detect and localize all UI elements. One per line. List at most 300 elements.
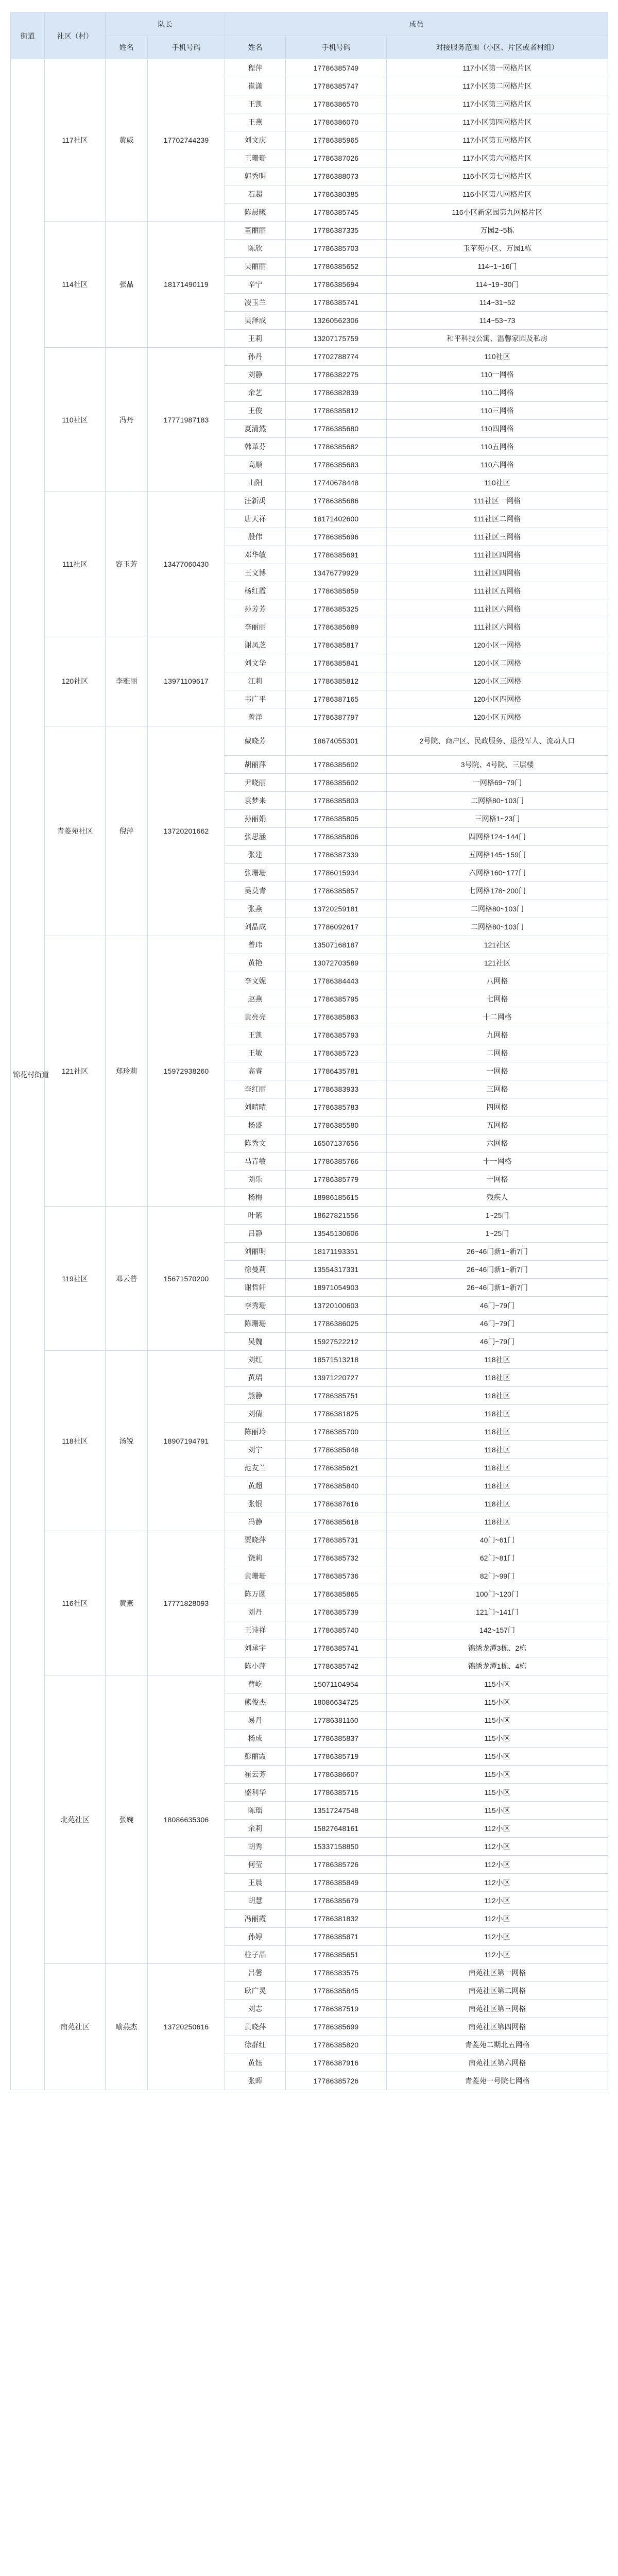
service-area: 112小区 <box>387 1928 608 1946</box>
leader-name: 张婉 <box>106 1675 148 1964</box>
member-phone: 17786385859 <box>286 582 387 600</box>
member-name: 王凯 <box>225 95 286 113</box>
service-area: 111社区五网格 <box>387 582 608 600</box>
member-phone: 17786385682 <box>286 438 387 456</box>
member-phone: 17786385793 <box>286 1026 387 1044</box>
service-area: 1~25门 <box>387 1207 608 1225</box>
service-area: 120小区四网格 <box>387 690 608 708</box>
service-area: 118社区 <box>387 1405 608 1423</box>
member-name: 刘丽明 <box>225 1243 286 1261</box>
service-area: 117小区第一网格片区 <box>387 59 608 77</box>
member-name: 熊静 <box>225 1387 286 1405</box>
leader-phone: 17771987183 <box>148 348 225 492</box>
member-phone: 13720100603 <box>286 1297 387 1315</box>
member-phone: 17786385723 <box>286 1044 387 1062</box>
member-phone: 17702788774 <box>286 348 387 366</box>
leader-phone: 18086635306 <box>148 1675 225 1964</box>
service-area: 1~25门 <box>387 1225 608 1243</box>
member-name: 王燕 <box>225 113 286 131</box>
service-area: 115小区 <box>387 1711 608 1730</box>
member-phone: 17786385699 <box>286 2018 387 2036</box>
service-area: 62门~81门 <box>387 1549 608 1567</box>
member-name: 刘红 <box>225 1351 286 1369</box>
member-phone: 18674055301 <box>286 726 387 756</box>
leader-name: 李雅丽 <box>106 636 148 726</box>
member-name: 余艺 <box>225 384 286 402</box>
service-area: 110五网格 <box>387 438 608 456</box>
member-name: 何莹 <box>225 1856 286 1874</box>
leader-name: 黄威 <box>106 59 148 222</box>
street-cell: 锦花村街道 <box>11 59 45 2090</box>
member-phone: 17786435781 <box>286 1062 387 1080</box>
service-area: 112小区 <box>387 1946 608 1964</box>
service-area: 六网格160~177门 <box>387 864 608 882</box>
member-phone: 17786385806 <box>286 828 387 846</box>
service-area: 118社区 <box>387 1513 608 1531</box>
leader-phone: 18171490119 <box>148 222 225 348</box>
header-member-name: 姓名 <box>225 36 286 59</box>
service-area: 110三网格 <box>387 402 608 420</box>
header-community: 社区（村） <box>45 13 106 59</box>
community-name: 南苑社区 <box>45 1964 106 2090</box>
service-area: 114~1~16门 <box>387 258 608 276</box>
member-name: 黄钰 <box>225 2054 286 2072</box>
service-area: 120小区五网格 <box>387 708 608 726</box>
member-name: 王凯 <box>225 1026 286 1044</box>
member-name: 董丽丽 <box>225 222 286 240</box>
member-phone: 13554317331 <box>286 1261 387 1279</box>
service-area: 114~19~30门 <box>387 276 608 294</box>
member-phone: 17786382275 <box>286 366 387 384</box>
member-phone: 17786385700 <box>286 1423 387 1441</box>
service-area: 一网格69~79门 <box>387 774 608 792</box>
member-name: 吴丽丽 <box>225 258 286 276</box>
service-area: 六网格 <box>387 1134 608 1153</box>
service-area: 110社区 <box>387 474 608 492</box>
member-name: 熊俊杰 <box>225 1693 286 1711</box>
member-phone: 17786385863 <box>286 1008 387 1026</box>
member-phone: 17786385726 <box>286 1856 387 1874</box>
member-name: 吕馨 <box>225 1964 286 1982</box>
member-phone: 17786385739 <box>286 1603 387 1621</box>
member-name: 曹屹 <box>225 1675 286 1693</box>
member-phone: 17786385805 <box>286 810 387 828</box>
member-name: 崔潇 <box>225 77 286 95</box>
member-name: 张燕 <box>225 900 286 918</box>
leader-name: 容玉芳 <box>106 492 148 636</box>
member-name: 饶莉 <box>225 1549 286 1567</box>
member-name: 马青敏 <box>225 1153 286 1171</box>
member-phone: 17786387339 <box>286 846 387 864</box>
member-name: 王文博 <box>225 564 286 582</box>
member-name: 张珊珊 <box>225 864 286 882</box>
service-area: 八网格 <box>387 972 608 990</box>
member-name: 王珊珊 <box>225 149 286 167</box>
service-area: 二网格 <box>387 1044 608 1062</box>
member-phone: 17786385580 <box>286 1116 387 1134</box>
service-area: 二网格80~103门 <box>387 918 608 936</box>
service-area: 南苑社区第四网格 <box>387 2018 608 2036</box>
member-phone: 17786385745 <box>286 204 387 222</box>
member-name: 范友兰 <box>225 1459 286 1477</box>
member-name: 刘乐 <box>225 1171 286 1189</box>
service-area: 四网格124~144门 <box>387 828 608 846</box>
service-area: 118社区 <box>387 1477 608 1495</box>
service-area: 117小区第二网格片区 <box>387 77 608 95</box>
service-area: 111社区六网格 <box>387 600 608 618</box>
member-phone: 15927522212 <box>286 1333 387 1351</box>
member-phone: 15337158850 <box>286 1838 387 1856</box>
service-area: 112小区 <box>387 1856 608 1874</box>
member-name: 石超 <box>225 185 286 204</box>
leader-phone: 15671570200 <box>148 1207 225 1351</box>
member-name: 杨成 <box>225 1730 286 1748</box>
leader-name: 张晶 <box>106 222 148 348</box>
community-name: 118社区 <box>45 1351 106 1531</box>
member-name: 张银 <box>225 1495 286 1513</box>
member-phone: 17786385683 <box>286 456 387 474</box>
member-phone: 17786385732 <box>286 1549 387 1567</box>
member-phone: 17786385840 <box>286 1477 387 1495</box>
member-name: 黄珊珊 <box>225 1567 286 1585</box>
community-name: 111社区 <box>45 492 106 636</box>
member-phone: 17786385848 <box>286 1441 387 1459</box>
member-phone: 17786385689 <box>286 618 387 636</box>
member-name: 杨梅 <box>225 1189 286 1207</box>
service-area: 锦绣龙潭3栋、2栋 <box>387 1639 608 1657</box>
member-phone: 17786385679 <box>286 1892 387 1910</box>
member-phone: 18086634725 <box>286 1693 387 1711</box>
member-phone: 17786387026 <box>286 149 387 167</box>
member-name: 高睿 <box>225 1062 286 1080</box>
member-phone: 15827648161 <box>286 1820 387 1838</box>
service-area: 三网格 <box>387 1080 608 1098</box>
member-phone: 17786386607 <box>286 1766 387 1784</box>
member-name: 刘宁 <box>225 1441 286 1459</box>
member-phone: 17786384443 <box>286 972 387 990</box>
member-name: 陈晨曦 <box>225 204 286 222</box>
member-name: 刘晴晴 <box>225 1098 286 1116</box>
member-name: 易丹 <box>225 1711 286 1730</box>
member-phone: 17786385621 <box>286 1459 387 1477</box>
member-phone: 17786388073 <box>286 167 387 185</box>
member-name: 刘倩 <box>225 1405 286 1423</box>
member-name: 张晖 <box>225 2072 286 2090</box>
header-street: 街道 <box>11 13 45 59</box>
member-name: 徐群红 <box>225 2036 286 2054</box>
member-phone: 17786385680 <box>286 420 387 438</box>
member-name: 刘承宇 <box>225 1639 286 1657</box>
member-phone: 17786385742 <box>286 1657 387 1675</box>
service-area: 40门~61门 <box>387 1531 608 1549</box>
member-phone: 17786385618 <box>286 1513 387 1531</box>
service-area: 120小区二网格 <box>387 654 608 672</box>
service-area: 3号院、4号院、三层楼 <box>387 756 608 774</box>
member-phone: 17786382839 <box>286 384 387 402</box>
member-name: 谢哲轩 <box>225 1279 286 1297</box>
service-area: 九网格 <box>387 1026 608 1044</box>
member-phone: 17786385741 <box>286 1639 387 1657</box>
member-phone: 17786385715 <box>286 1784 387 1802</box>
member-name: 冯静 <box>225 1513 286 1531</box>
service-area: 锦绣龙潭1栋、4栋 <box>387 1657 608 1675</box>
member-phone: 17786385841 <box>286 654 387 672</box>
service-area: 111社区六网格 <box>387 618 608 636</box>
header-row-1 <box>11 13 608 36</box>
member-phone: 17786381160 <box>286 1711 387 1730</box>
member-name: 黄亮亮 <box>225 1008 286 1026</box>
member-name: 胡丽萍 <box>225 756 286 774</box>
member-phone: 17786387916 <box>286 2054 387 2072</box>
member-phone: 17786385871 <box>286 1928 387 1946</box>
service-area: 四网格 <box>387 1098 608 1116</box>
member-name: 黄超 <box>225 1477 286 1495</box>
member-name: 王俊 <box>225 402 286 420</box>
member-phone: 17786385741 <box>286 294 387 312</box>
member-phone: 17786380385 <box>286 185 387 204</box>
service-area: 110一网格 <box>387 366 608 384</box>
service-area: 115小区 <box>387 1802 608 1820</box>
header-leader-phone: 手机号码 <box>148 36 225 59</box>
service-area: 和平科技公寓、温馨家园及私房 <box>387 330 608 348</box>
community-name: 117社区 <box>45 59 106 222</box>
service-area: 116小区新家园第九网格片区 <box>387 204 608 222</box>
community-roster-table <box>10 12 608 2090</box>
member-phone: 17786385779 <box>286 1171 387 1189</box>
member-phone: 17786387335 <box>286 222 387 240</box>
leader-name: 邓云普 <box>106 1207 148 1351</box>
member-phone: 17786385820 <box>286 2036 387 2054</box>
service-area: 青菱苑二期北五网格 <box>387 2036 608 2054</box>
member-phone: 17786385703 <box>286 240 387 258</box>
member-name: 谢凤芝 <box>225 636 286 654</box>
service-area: 114~31~52 <box>387 294 608 312</box>
header-member-group: 成员 <box>225 13 608 36</box>
service-area: 118社区 <box>387 1423 608 1441</box>
member-name: 陈秀文 <box>225 1134 286 1153</box>
member-name: 王敏 <box>225 1044 286 1062</box>
leader-phone: 13477060430 <box>148 492 225 636</box>
member-name: 陈丽玲 <box>225 1423 286 1441</box>
service-area: 26~46门新1~新7门 <box>387 1261 608 1279</box>
member-phone: 17786385849 <box>286 1874 387 1892</box>
community-name: 114社区 <box>45 222 106 348</box>
member-name: 吴泽成 <box>225 312 286 330</box>
member-name: 刘静 <box>225 366 286 384</box>
member-name: 余莉 <box>225 1820 286 1838</box>
service-area: 117小区第六网格片区 <box>387 149 608 167</box>
service-area: 111社区四网格 <box>387 564 608 582</box>
member-phone: 17786385694 <box>286 276 387 294</box>
service-area: 南苑社区第二网格 <box>387 1982 608 2000</box>
member-phone: 17786385602 <box>286 774 387 792</box>
member-phone: 13260562306 <box>286 312 387 330</box>
member-name: 戴晓芳 <box>225 726 286 756</box>
service-area: 三网格1~23门 <box>387 810 608 828</box>
member-name: 程萍 <box>225 59 286 77</box>
member-phone: 17786385740 <box>286 1621 387 1639</box>
member-phone: 17786385817 <box>286 636 387 654</box>
leader-name: 黄燕 <box>106 1531 148 1675</box>
member-name: 山阳 <box>225 474 286 492</box>
leader-phone: 18907194791 <box>148 1351 225 1531</box>
member-name: 孙芳芳 <box>225 600 286 618</box>
member-row <box>11 726 608 756</box>
header-member-phone: 手机号码 <box>286 36 387 59</box>
service-area: 五网格145~159门 <box>387 846 608 864</box>
member-row <box>11 1964 608 1982</box>
member-phone: 13971220727 <box>286 1369 387 1387</box>
service-area: 110社区 <box>387 348 608 366</box>
member-phone: 16507137656 <box>286 1134 387 1153</box>
member-name: 陈欣 <box>225 240 286 258</box>
member-name: 彭丽霞 <box>225 1748 286 1766</box>
service-area: 2号院、商户区、民政服务、退役军人、流动人口 <box>387 726 608 756</box>
member-name: 李秀珊 <box>225 1297 286 1315</box>
member-name: 殷伟 <box>225 528 286 546</box>
service-area: 118社区 <box>387 1459 608 1477</box>
member-name: 李红丽 <box>225 1080 286 1098</box>
service-area: 南苑社区第六网格 <box>387 2054 608 2072</box>
service-area: 142~157门 <box>387 1621 608 1639</box>
community-name: 110社区 <box>45 348 106 492</box>
member-phone: 17786385325 <box>286 600 387 618</box>
service-area: 110四网格 <box>387 420 608 438</box>
member-row <box>11 636 608 654</box>
service-area: 111社区四网格 <box>387 546 608 564</box>
service-area: 118社区 <box>387 1387 608 1405</box>
service-area: 117小区第三网格片区 <box>387 95 608 113</box>
member-name: 刘晶成 <box>225 918 286 936</box>
member-row <box>11 348 608 366</box>
service-area: 114~53~73 <box>387 312 608 330</box>
leader-name: 倪萍 <box>106 726 148 936</box>
service-area: 110六网格 <box>387 456 608 474</box>
member-phone: 17740678448 <box>286 474 387 492</box>
service-area: 111社区一网格 <box>387 492 608 510</box>
member-name: 韦广平 <box>225 690 286 708</box>
member-name: 刘志 <box>225 2000 286 2018</box>
service-area: 南苑社区第三网格 <box>387 2000 608 2018</box>
leader-name: 冯丹 <box>106 348 148 492</box>
member-name: 冯丽霞 <box>225 1910 286 1928</box>
member-phone: 17786381825 <box>286 1405 387 1423</box>
service-area: 118社区 <box>387 1369 608 1387</box>
service-area: 120小区一网格 <box>387 636 608 654</box>
member-phone: 17786386570 <box>286 95 387 113</box>
service-area: 118社区 <box>387 1351 608 1369</box>
leader-phone: 17771828093 <box>148 1531 225 1675</box>
service-area: 七网格 <box>387 990 608 1008</box>
service-area: 七网格178~200门 <box>387 882 608 900</box>
leader-phone: 13720250616 <box>148 1964 225 2090</box>
member-name: 陈珊珊 <box>225 1315 286 1333</box>
service-area: 118社区 <box>387 1441 608 1459</box>
member-name: 袁梦来 <box>225 792 286 810</box>
member-phone: 17786385865 <box>286 1585 387 1603</box>
member-phone: 17786385812 <box>286 402 387 420</box>
member-name: 胡秀 <box>225 1838 286 1856</box>
member-name: 徐曼莉 <box>225 1261 286 1279</box>
member-name: 盛利华 <box>225 1784 286 1802</box>
member-name: 胡慧 <box>225 1892 286 1910</box>
service-area: 120小区三网格 <box>387 672 608 690</box>
member-phone: 17786015934 <box>286 864 387 882</box>
service-area: 121社区 <box>387 954 608 972</box>
member-name: 江莉 <box>225 672 286 690</box>
member-phone: 17786385602 <box>286 756 387 774</box>
service-area: 一网格 <box>387 1062 608 1080</box>
service-area: 121社区 <box>387 936 608 954</box>
member-phone: 13476779929 <box>286 564 387 582</box>
community-name: 青菱苑社区 <box>45 726 106 936</box>
roster-body <box>11 59 608 2090</box>
member-row <box>11 936 608 954</box>
service-area: 115小区 <box>387 1784 608 1802</box>
member-name: 黄艳 <box>225 954 286 972</box>
member-phone: 13720259181 <box>286 900 387 918</box>
member-name: 凌玉兰 <box>225 294 286 312</box>
member-phone: 13517247548 <box>286 1802 387 1820</box>
member-name: 邓华敏 <box>225 546 286 564</box>
header-service-area: 对接服务范围（小区、片区或者村组） <box>387 36 608 59</box>
member-name: 李文妮 <box>225 972 286 990</box>
member-phone: 17786385845 <box>286 1982 387 2000</box>
service-area: 111社区三网格 <box>387 528 608 546</box>
member-name: 曾洋 <box>225 708 286 726</box>
service-area: 十一网格 <box>387 1153 608 1171</box>
member-name: 崔云芳 <box>225 1766 286 1784</box>
community-name: 116社区 <box>45 1531 106 1675</box>
member-row <box>11 1351 608 1369</box>
member-name: 夏清然 <box>225 420 286 438</box>
member-phone: 17786385965 <box>286 131 387 149</box>
service-area: 26~46门新1~新7门 <box>387 1279 608 1297</box>
member-phone: 17786385783 <box>286 1098 387 1116</box>
member-name: 曾玮 <box>225 936 286 954</box>
member-name: 郭秀明 <box>225 167 286 185</box>
member-phone: 17786385751 <box>286 1387 387 1405</box>
member-row <box>11 492 608 510</box>
member-phone: 17786386025 <box>286 1315 387 1333</box>
member-name: 吕静 <box>225 1225 286 1243</box>
member-phone: 17786385795 <box>286 990 387 1008</box>
leader-name: 郑玲莉 <box>106 936 148 1207</box>
member-phone: 17786385652 <box>286 258 387 276</box>
service-area: 万园2~5栋 <box>387 222 608 240</box>
leader-phone: 13971109617 <box>148 636 225 726</box>
member-phone: 13072703589 <box>286 954 387 972</box>
member-phone: 18571513218 <box>286 1351 387 1369</box>
service-area: 118社区 <box>387 1495 608 1513</box>
member-row <box>11 1207 608 1225</box>
member-name: 刘文华 <box>225 654 286 672</box>
member-phone: 17786385766 <box>286 1153 387 1171</box>
member-phone: 13545130606 <box>286 1225 387 1243</box>
member-phone: 18627821556 <box>286 1207 387 1225</box>
service-area: 121门~141门 <box>387 1603 608 1621</box>
leader-phone: 13720201662 <box>148 726 225 936</box>
community-name: 北苑社区 <box>45 1675 106 1964</box>
member-name: 黄珺 <box>225 1369 286 1387</box>
member-row <box>11 1531 608 1549</box>
service-area: 115小区 <box>387 1693 608 1711</box>
member-name: 柱子晶 <box>225 1946 286 1964</box>
member-name: 尹晓丽 <box>225 774 286 792</box>
service-area: 111社区二网格 <box>387 510 608 528</box>
service-area: 二网格80~103门 <box>387 792 608 810</box>
service-area: 117小区第四网格片区 <box>387 113 608 131</box>
